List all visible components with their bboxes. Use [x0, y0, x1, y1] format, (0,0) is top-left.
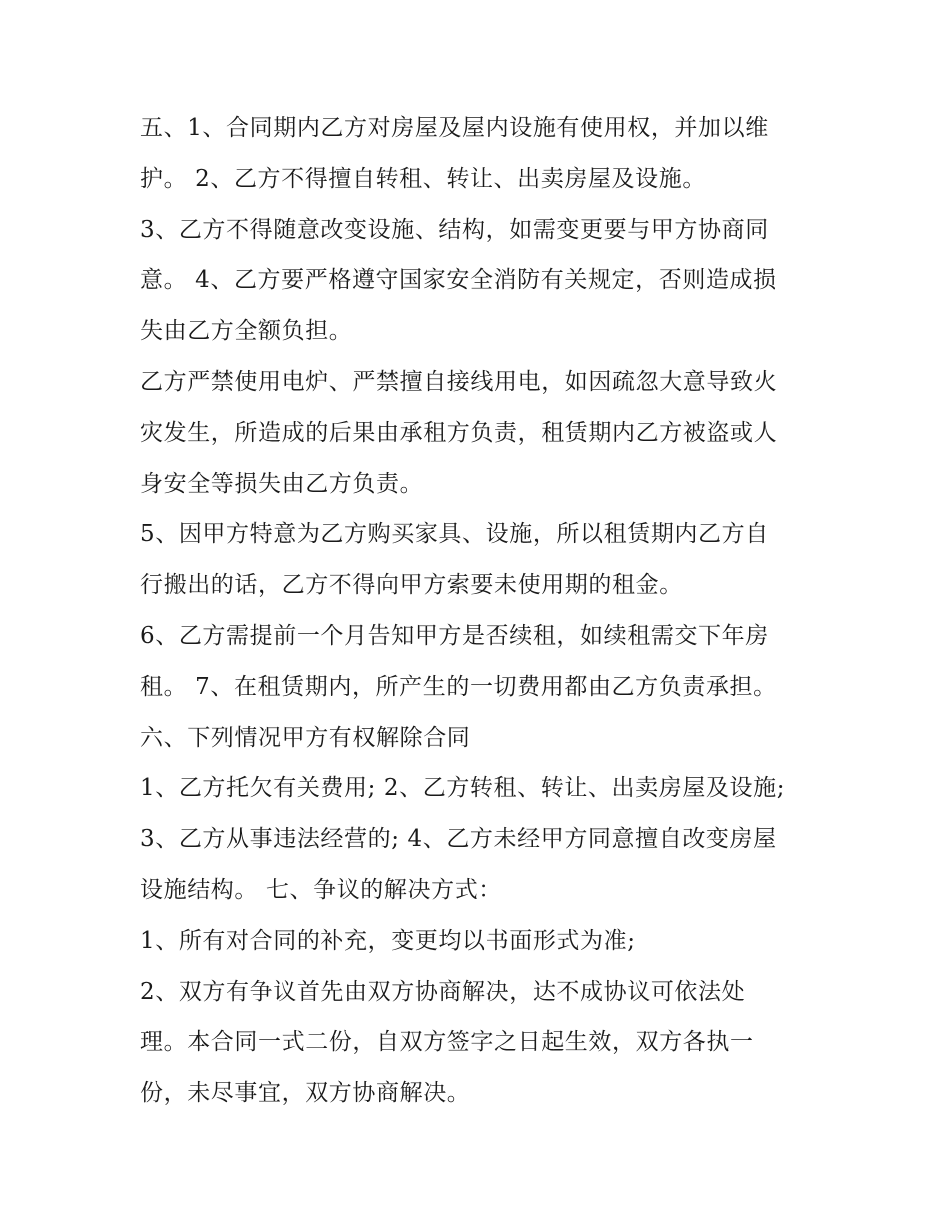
- text-line-16: 设施结构。 七、争议的解决方式：: [140, 876, 502, 903]
- text-line-7: 灾发生，所造成的后果由承租方负责，租赁期内乙方被盗或人: [140, 419, 778, 446]
- text-line-20: 份，未尽事宜，双方协商解决。: [140, 1080, 471, 1107]
- text-line-2: 护。 2、乙方不得擅自转租、转让、出卖房屋及设施。: [140, 165, 706, 192]
- text-line-18: 2、双方有争议首先由双方协商解决，达不成协议可依法处: [140, 978, 746, 1005]
- text-line-15: 3、乙方从事违法经营的; 4、乙方未经甲方同意擅自改变房屋: [140, 826, 777, 853]
- text-line-14: 1、乙方托欠有关费用; 2、乙方转租、转让、出卖房屋及设施;: [140, 775, 786, 802]
- text-line-3: 3、乙方不得随意改变设施、结构，如需变更要与甲方协商同: [140, 216, 769, 243]
- text-line-5: 失由乙方全额负担。: [140, 318, 353, 345]
- text-line-8: 身安全等损失由乙方负责。: [140, 470, 424, 497]
- text-line-12: 租。 7、在租赁期内，所产生的一切费用都由乙方负责承担。: [140, 673, 777, 700]
- text-line-1: 五、1、合同期内乙方对房屋及屋内设施有使用权，并加以维: [140, 115, 769, 141]
- text-line-9: 5、因甲方特意为乙方购买家具、设施，所以租赁期内乙方自: [140, 521, 769, 548]
- text-line-17: 1、所有对合同的补充，变更均以书面形式为准;: [140, 927, 636, 954]
- text-line-11: 6、乙方需提前一个月告知甲方是否续租，如续租需交下年房: [140, 622, 769, 649]
- text-line-10: 行搬出的话，乙方不得向甲方索要未使用期的租金。: [140, 572, 683, 599]
- text-line-13: 六、下列情况甲方有权解除合同: [140, 724, 471, 751]
- text-line-4: 意。 4、乙方要严格遵守国家安全消防有关规定，否则造成损: [140, 267, 777, 294]
- text-line-19: 理。本合同一式二份，自双方签字之日起生效，双方各执一: [140, 1029, 754, 1056]
- text-line-6: 乙方严禁使用电炉、严禁擅自接线用电，如因疏忽大意导致火: [140, 368, 778, 395]
- contract-body: [140, 103, 820, 1119]
